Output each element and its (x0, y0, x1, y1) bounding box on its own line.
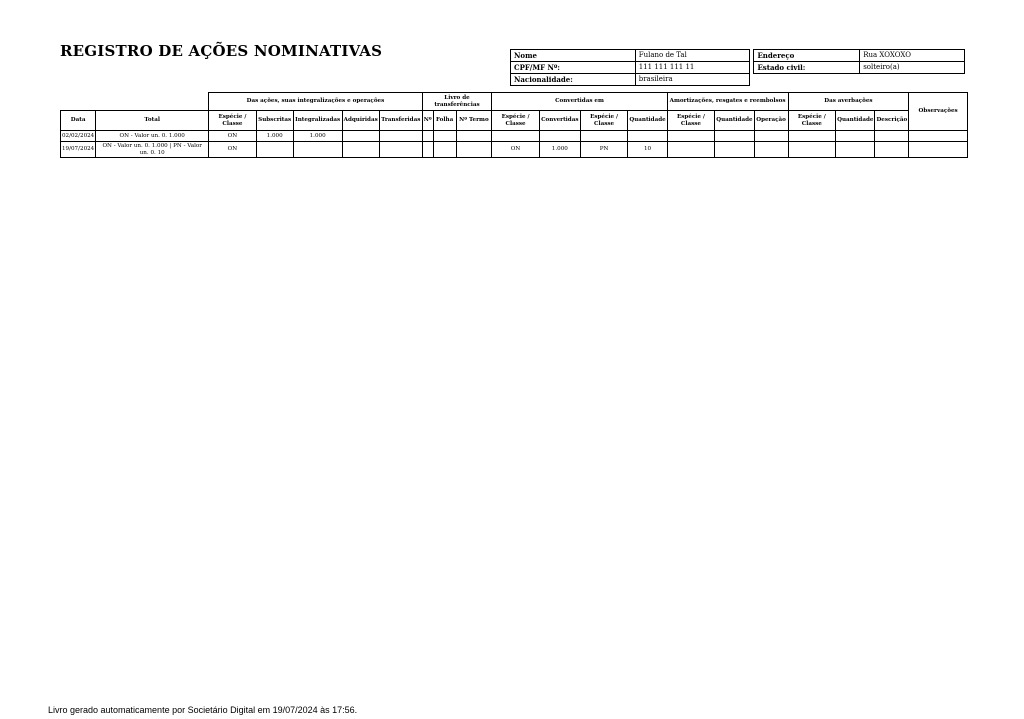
column-header: Integralizadas (293, 111, 342, 131)
nacionalidade-label: Nacionalidade: (511, 74, 636, 86)
table-cell (580, 131, 628, 142)
footer-note: Livro gerado automaticamente por Societário Digital em 19/07/2024 às 17:56. (48, 705, 358, 715)
table-cell (433, 142, 456, 158)
nome-value: Fulano de Tal (635, 50, 750, 62)
column-header: Transferidas (379, 111, 422, 131)
table-cell (715, 131, 754, 142)
column-header: Espécie / Classe (580, 111, 628, 131)
table-cell (836, 142, 875, 158)
estado-civil-label: Estado civil: (754, 62, 860, 74)
info-row-nome (511, 50, 965, 62)
table-cell (836, 131, 875, 142)
table-cell (788, 131, 836, 142)
column-header: Espécie / Classe (209, 111, 257, 131)
group-amortizacoes-header: Amortizações, resgates e reembolsos (667, 93, 788, 111)
table-cell: ON - Valor un. 0. 1.000 (96, 131, 209, 142)
table-cell (754, 131, 788, 142)
table-cell (909, 131, 968, 142)
table-cell: ON (492, 142, 540, 158)
table-cell: PN (580, 142, 628, 158)
observacoes-header: Observações (909, 93, 968, 131)
column-header: Data (61, 111, 96, 131)
table-cell (539, 131, 580, 142)
column-header-row (61, 111, 968, 131)
table-cell (433, 131, 456, 142)
column-header: Nº (422, 111, 433, 131)
group-averbacoes-header: Das averbações (788, 93, 909, 111)
table-cell: 19/07/2024 (61, 142, 96, 158)
shareholder-info-table (510, 49, 965, 86)
column-header: Total (96, 111, 209, 131)
table-cell (293, 142, 342, 158)
info-row-nacionalidade (511, 74, 965, 86)
table-cell (628, 131, 667, 142)
table-cell (909, 142, 968, 158)
table-cell (667, 131, 715, 142)
info-empty-cell (754, 74, 860, 86)
column-header: Subscritas (256, 111, 293, 131)
info-row-cpf (511, 62, 965, 74)
info-empty-cell (860, 74, 965, 86)
table-row (61, 142, 968, 158)
cpf-label: CPF/MF Nº: (511, 62, 636, 74)
nome-label: Nome (511, 50, 636, 62)
table-cell (342, 131, 379, 142)
group-header-row (61, 93, 968, 111)
table-cell (342, 142, 379, 158)
table-cell: ON (209, 142, 257, 158)
table-cell (788, 142, 836, 158)
table-cell (875, 142, 909, 158)
column-header: Quantidade (628, 111, 667, 131)
table-cell (492, 131, 540, 142)
table-cell (456, 131, 492, 142)
column-header: Quantidade (715, 111, 754, 131)
column-header: Adquiridas (342, 111, 379, 131)
column-header: Folha (433, 111, 456, 131)
endereco-value: Rua XOXOXO (860, 50, 965, 62)
nacionalidade-value: brasileira (635, 74, 750, 86)
table-cell (456, 142, 492, 158)
share-register-table (60, 92, 968, 158)
table-cell (754, 142, 788, 158)
column-header: Quantidade (836, 111, 875, 131)
header-blank (61, 93, 209, 111)
table-cell: ON - Valor un. 0. 1.000 | PN - Valor un. 0. 10 (96, 142, 209, 158)
table-cell (256, 142, 293, 158)
table-cell: 1.000 (293, 131, 342, 142)
table-cell (422, 131, 433, 142)
cpf-value: 111 111 111 11 (635, 62, 750, 74)
table-cell: 10 (628, 142, 667, 158)
table-cell: 1.000 (256, 131, 293, 142)
table-cell: 1.000 (539, 142, 580, 158)
table-cell: 02/02/2024 (61, 131, 96, 142)
table-cell: ON (209, 131, 257, 142)
estado-civil-value: solteiro(a) (860, 62, 965, 74)
column-header: Convertidas (539, 111, 580, 131)
column-header: Descrição (875, 111, 909, 131)
group-livro-header: Livro de transferências (422, 93, 492, 111)
column-header: Nº Termo (456, 111, 492, 131)
group-convertidas-header: Convertidas em (492, 93, 667, 111)
column-header: Espécie / Classe (492, 111, 540, 131)
table-cell (422, 142, 433, 158)
table-row (61, 131, 968, 142)
table-cell (379, 131, 422, 142)
column-header: Espécie / Classe (788, 111, 836, 131)
group-acoes-header: Das ações, suas integralizações e operações (209, 93, 423, 111)
table-cell (667, 142, 715, 158)
column-header: Espécie / Classe (667, 111, 715, 131)
column-header: Operação (754, 111, 788, 131)
document-title: REGISTRO DE AÇÕES NOMINATIVAS (60, 42, 383, 60)
table-cell (715, 142, 754, 158)
table-cell (379, 142, 422, 158)
endereco-label: Endereço (754, 50, 860, 62)
table-cell (875, 131, 909, 142)
